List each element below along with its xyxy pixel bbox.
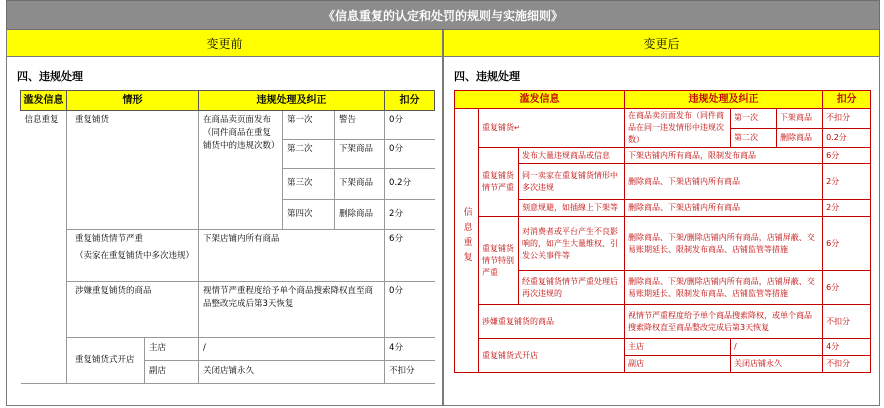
- table-row: [21, 111, 435, 140]
- table-header-row: [21, 91, 435, 111]
- case-cell: 重复铺货式开店: [67, 338, 145, 384]
- action-cell: 下架商品: [335, 140, 385, 169]
- group-cell: 重复铺货情节严重: [479, 148, 519, 217]
- after-section-title: 四、违规处理: [454, 70, 520, 83]
- header-row: [6, 30, 880, 57]
- points-cell: 不扣分: [385, 361, 435, 384]
- after-pane: [443, 57, 880, 406]
- action-cell: 删除商品: [777, 128, 823, 148]
- shop-cell: 副店: [145, 361, 199, 384]
- case-cell: 经重复铺货情节严重处理后再次违规的: [519, 271, 625, 305]
- action-cell: /: [199, 338, 385, 361]
- before-header: 变更前: [6, 30, 443, 57]
- action-cell: 删除商品、下架/删除店铺内所有商品，店铺屏蔽、交易账期延长、限制发布商品、店铺监管等措施: [625, 271, 823, 305]
- case-cell: 涉嫌重复铺货的商品: [479, 305, 625, 339]
- table-row: [455, 217, 871, 271]
- case-cell: 刻意规避，如插線上下架等: [519, 200, 625, 217]
- action-cell: 删除商品: [335, 200, 385, 230]
- action-cell: 视情节严重程度给予单个商品搜索降权，或单个商品搜索降权直至商品整改完成后第3天恢复: [625, 305, 823, 339]
- category-cell: [455, 109, 479, 373]
- col-header: 情形: [67, 91, 199, 111]
- case-cell: 涉嫌重复铺货的商品: [67, 282, 199, 338]
- before-pane: [6, 57, 443, 406]
- action-cell: 删除商品、下架/删除店铺内所有商品，店铺屏蔽、交易账期延长、限制发布商品、店铺监管等措施: [625, 217, 823, 271]
- category-cell: 信息重复: [21, 111, 67, 384]
- col-header: 违规处理及纠正: [625, 91, 823, 109]
- points-cell: 2分: [823, 164, 871, 200]
- action-cell: 关闭店铺永久: [199, 361, 385, 384]
- table-row: [21, 230, 435, 282]
- case-label: 重复铺货情节严重: [75, 234, 144, 244]
- case-cell: [67, 230, 199, 282]
- action-cell: 关闭店铺永久: [731, 356, 823, 373]
- points-cell: 不扣分: [823, 109, 871, 129]
- before-table: [20, 90, 435, 384]
- action-cell: 在商品卖页面发布（同件商品在同一违发情形中违规次数）: [625, 109, 731, 148]
- table-row: [455, 109, 871, 129]
- points-cell: 0分: [385, 111, 435, 140]
- case-cell: 重复铺货: [67, 111, 199, 230]
- page-title: 《信息重复的认定和处罚的规则与实施细则》: [6, 0, 880, 30]
- times-cell: 第一次: [283, 111, 335, 140]
- case-cell: [479, 109, 625, 148]
- points-cell: 6分: [823, 148, 871, 164]
- table-row: [455, 148, 871, 164]
- after-table: [454, 90, 871, 373]
- case-cell: 重复铺货式开店: [479, 339, 625, 373]
- category-label: 信息重复: [461, 207, 472, 268]
- before-section-title: 四、违规处理: [17, 70, 83, 83]
- col-header: 滥发信息: [455, 91, 625, 109]
- case-label: 重复铺货: [482, 123, 514, 132]
- col-header: 违规处理及纠正: [199, 91, 385, 111]
- times-cell: 第一次: [731, 109, 777, 129]
- group-cell: 重复铺货情节特别严重: [479, 217, 519, 305]
- table-row: [455, 305, 871, 339]
- col-header: 扣分: [385, 91, 435, 111]
- after-header: 变更后: [443, 30, 880, 57]
- action-cell: 删除商品、下架店铺内所有商品: [625, 164, 823, 200]
- action-cell: /: [731, 339, 823, 356]
- return-mark: ↵: [514, 124, 520, 132]
- table-row: [455, 339, 871, 356]
- action-cell: 视情节严重程度给予单个商品搜索降权直至商品整改完成后第3天恢复: [199, 282, 385, 338]
- times-cell: 第二次: [283, 140, 335, 169]
- action-cell: 下架店铺内所有商品: [199, 230, 385, 282]
- shop-cell: 副店: [625, 356, 731, 373]
- points-cell: 不扣分: [823, 305, 871, 339]
- table-row: [21, 338, 435, 361]
- table-row: [21, 282, 435, 338]
- case-cell: 发布大量违规商品或信息: [519, 148, 625, 164]
- action-cell: 下架店铺内所有商品，限制发布商品: [625, 148, 823, 164]
- shop-cell: 主店: [145, 338, 199, 361]
- table-header-row: [455, 91, 871, 109]
- times-cell: 第四次: [283, 200, 335, 230]
- case-cell: 对消费者或平台产生不良影响的，如产生大量维权、引发公关事件等: [519, 217, 625, 271]
- action-cell: 在商品卖页面发布（同件商品在重复铺货中的违规次数）: [199, 111, 283, 230]
- shop-cell: 主店: [625, 339, 731, 356]
- points-cell: 4分: [823, 339, 871, 356]
- points-cell: 6分: [823, 271, 871, 305]
- action-cell: 下架商品: [335, 169, 385, 200]
- case-note: （卖家在重复铺货中多次违规）: [75, 251, 195, 262]
- times-cell: 第三次: [283, 169, 335, 200]
- times-cell: 第二次: [731, 128, 777, 148]
- points-cell: 0.2分: [823, 128, 871, 148]
- comparison-panes: [6, 57, 880, 406]
- points-cell: 4分: [385, 338, 435, 361]
- case-cell: 同一卖家在重复铺货情形中多次违规: [519, 164, 625, 200]
- col-header: 扣分: [823, 91, 871, 109]
- col-header: 滥发信息: [21, 91, 67, 111]
- points-cell: 0分: [385, 140, 435, 169]
- points-cell: 2分: [385, 200, 435, 230]
- points-cell: 不扣分: [823, 356, 871, 373]
- points-cell: 0分: [385, 282, 435, 338]
- points-cell: 2分: [823, 200, 871, 217]
- points-cell: 6分: [385, 230, 435, 282]
- points-cell: 0.2分: [385, 169, 435, 200]
- document-frame: [6, 0, 880, 408]
- action-cell: 下架商品: [777, 109, 823, 129]
- points-cell: 6分: [823, 217, 871, 271]
- action-cell: 警告: [335, 111, 385, 140]
- action-cell: 删除商品、下架店铺内所有商品: [625, 200, 823, 217]
